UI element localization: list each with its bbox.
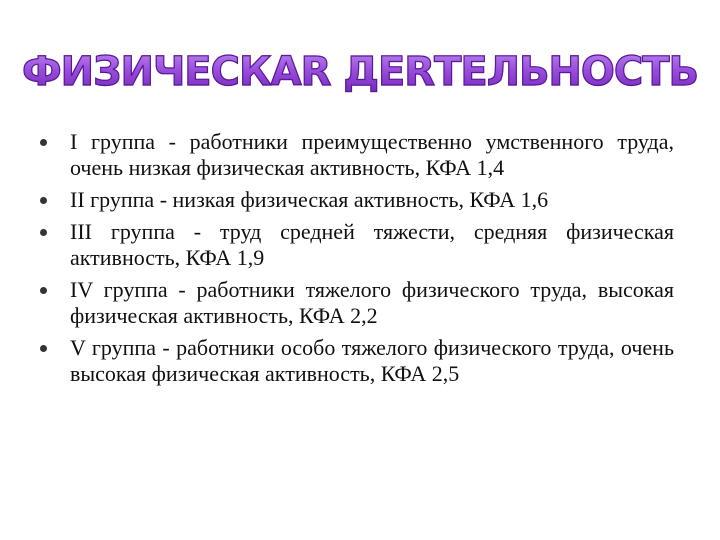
bullet-text-1: I группа - работники преимущественно умственного труда, очень низкая физическая активность, КФА 1,4 — [70, 129, 674, 180]
bullet-item-3 — [40, 219, 674, 271]
slide-title: ФИЗИЧЕСКАR ДЕRТЕЛЬНОСТЬ — [0, 46, 720, 98]
bullet-dot-icon — [40, 139, 47, 146]
bullet-text-4: IV группа - работники тяжелого физического труда, высокая физическая активность, КФА 2,2 — [70, 277, 674, 328]
bullet-dot-icon — [40, 345, 47, 352]
bullet-text-3: III группа - труд средней тяжести, средняя физическая активность, КФА 1,9 — [70, 219, 674, 270]
bullet-text-5: V группа - работники особо тяжелого физического труда, очень высокая физическая активность, КФА 2,5 — [70, 335, 674, 386]
bullet-item-5 — [40, 335, 674, 387]
bullet-dot-icon — [40, 197, 47, 204]
bullet-item-2 — [40, 187, 674, 213]
bullet-list — [40, 129, 674, 387]
bullet-dot-icon — [40, 229, 47, 236]
bullet-item-4 — [40, 277, 674, 329]
bullet-dot-icon — [40, 287, 47, 294]
bullet-text-2: II группа - низкая физическая активность, КФА 1,6 — [70, 187, 549, 212]
bullet-item-1 — [40, 129, 674, 181]
slide-content — [40, 129, 674, 393]
